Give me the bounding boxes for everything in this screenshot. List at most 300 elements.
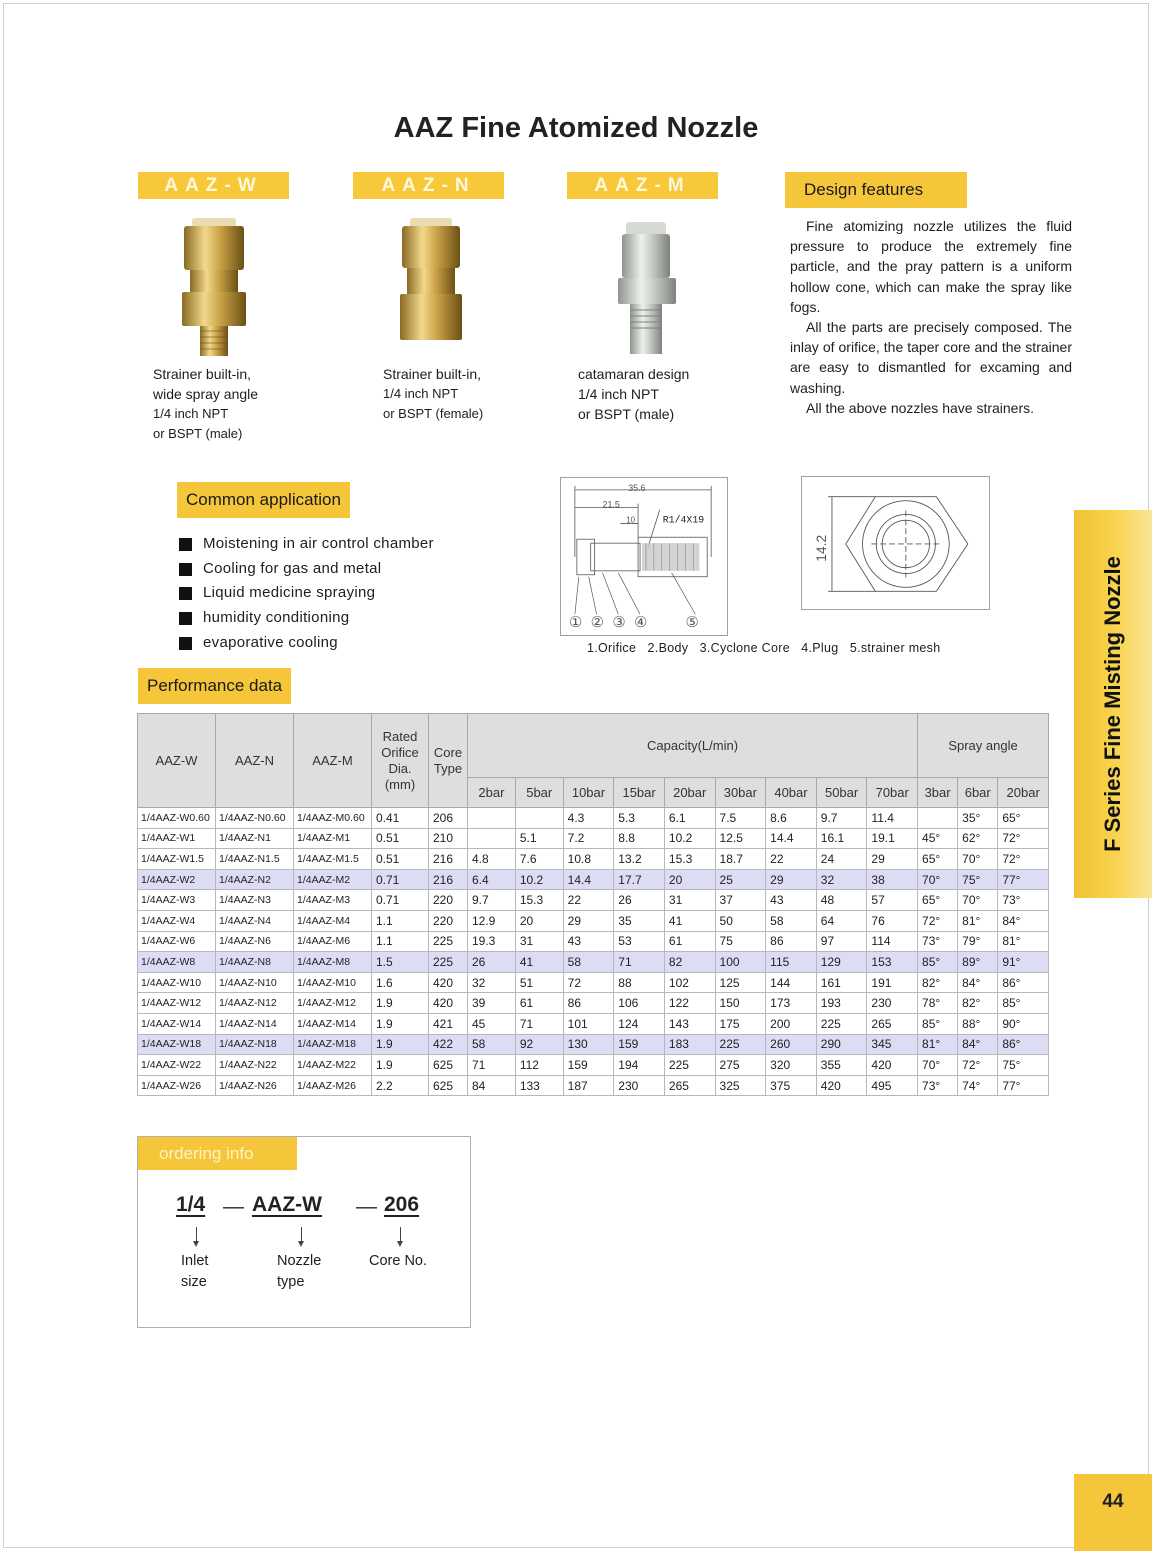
table-cell: 1/4AAZ-N1.5 [216,849,294,870]
table-cell: 84° [958,1034,998,1055]
table-cell: 420 [816,1075,867,1096]
header-line: Core [433,744,463,760]
table-cell: 173 [766,993,817,1014]
table-cell: 10.2 [515,869,563,890]
table-cell: 86 [563,993,614,1014]
col-header-bar: 2bar [468,778,516,808]
table-cell: 265 [867,1013,918,1034]
table-cell: 8.8 [614,828,665,849]
table-row [138,869,1049,890]
table-cell: 625 [429,1055,468,1076]
table-cell: 200 [766,1013,817,1034]
aaz-w-nozzle-photo [178,218,250,358]
table-cell: 320 [766,1055,817,1076]
table-cell: 88° [958,1013,998,1034]
table-cell: 72° [918,910,958,931]
list-item [179,581,434,606]
table-cell: 41 [515,952,563,973]
table-cell: 1/4AAZ-N0.60 [216,808,294,829]
table-cell: 84° [958,972,998,993]
desc-line: 1/4 inch NPT [153,406,229,421]
table-cell: 73° [918,1075,958,1096]
col-header-bar: 20bar [664,778,715,808]
desc-line: or BSPT (male) [153,426,243,441]
table-cell: 1/4AAZ-W1 [138,828,216,849]
square-bullet-icon [179,637,192,650]
table-cell: 61 [664,931,715,952]
square-bullet-icon [179,538,192,551]
part-3-marker: ③ [612,614,626,632]
col-header-bar: 70bar [867,778,918,808]
table-cell: 72 [563,972,614,993]
col-header-orifice [372,714,429,808]
table-cell: 420 [429,993,468,1014]
series-side-bar [1074,510,1152,898]
header-line: Orifice [381,744,419,760]
table-cell: 6.4 [468,869,516,890]
col-header-angle-bar: 3bar [918,778,958,808]
table-cell: 1/4AAZ-M6 [294,931,372,952]
table-cell: 194 [614,1055,665,1076]
table-cell: 0.71 [372,890,429,911]
table-cell: 1.1 [372,931,429,952]
table-cell: 1/4AAZ-M18 [294,1034,372,1055]
table-cell: 0.51 [372,849,429,870]
table-cell: 82 [664,952,715,973]
table-cell: 114 [867,931,918,952]
table-cell: 81° [958,910,998,931]
table-cell: 133 [515,1075,563,1096]
table-cell: 422 [429,1034,468,1055]
part-2-marker: ② [590,614,604,632]
table-cell: 1/4AAZ-N18 [216,1034,294,1055]
table-row [138,849,1049,870]
table-cell: 86° [998,972,1049,993]
table-cell: 106 [614,993,665,1014]
performance-table [137,713,1049,1096]
table-cell: 191 [867,972,918,993]
table-cell: 1/4AAZ-N22 [216,1055,294,1076]
table-cell: 12.9 [468,910,516,931]
table-cell: 85° [918,952,958,973]
table-cell: 1/4AAZ-W3 [138,890,216,911]
table-cell: 22 [766,849,817,870]
table-cell: 92 [515,1034,563,1055]
design-features-text [790,216,1072,418]
table-cell: 76 [867,910,918,931]
aaz-w-description [153,364,258,444]
table-cell: 159 [563,1055,614,1076]
table-cell: 61 [515,993,563,1014]
table-cell: 1/4AAZ-M4 [294,910,372,931]
header-line: Dia. [388,760,412,776]
list-item-label: Liquid medicine spraying [203,584,376,602]
table-cell: 25 [715,869,766,890]
col-header-angle-bar: 6bar [958,778,998,808]
aaz-n-nozzle-photo [396,218,466,342]
table-row [138,1013,1049,1034]
table-cell: 210 [429,828,468,849]
table-cell: 1/4AAZ-W10 [138,972,216,993]
col-header-aaz-n: AAZ-N [216,714,294,808]
table-cell: 39 [468,993,516,1014]
aaz-m-description [578,364,689,424]
part-5-marker: ⑤ [685,614,699,632]
table-cell: 1/4AAZ-M0.60 [294,808,372,829]
table-cell: 90° [998,1013,1049,1034]
table-cell: 275 [715,1055,766,1076]
table-cell: 1/4AAZ-N14 [216,1013,294,1034]
nozzle-type-label [277,1251,321,1293]
header-line: (mm) [384,776,416,792]
series-title: F Series Fine Misting Nozzle [1100,556,1125,852]
table-cell: 1.9 [372,1055,429,1076]
table-cell: 187 [563,1075,614,1096]
table-cell: 7.6 [515,849,563,870]
desc-line: or BSPT (male) [578,406,675,422]
table-cell: 17.7 [614,869,665,890]
table-cell: 32 [816,869,867,890]
table-cell: 1/4AAZ-N8 [216,952,294,973]
desc-line: Strainer built-in, [383,366,482,382]
application-list [179,532,434,656]
list-item-label: evaporative cooling [203,633,338,651]
table-cell: 4.8 [468,849,516,870]
table-cell: 86° [998,1034,1049,1055]
table-cell: 1.6 [372,972,429,993]
table-cell: 6.1 [664,808,715,829]
table-cell: 71 [614,952,665,973]
col-header-core [429,714,468,808]
parts-legend: 1.Orifice 2.Body 3.Cyclone Core 4.Plug 5.strainer mesh [587,641,941,655]
table-cell: 1/4AAZ-N12 [216,993,294,1014]
table-cell: 1/4AAZ-M10 [294,972,372,993]
aaz-n-description [383,364,483,424]
order-code-core: 206 [384,1193,420,1216]
table-cell: 38 [867,869,918,890]
performance-data-heading: Performance data [138,668,291,704]
table-cell: 64 [816,910,867,931]
table-cell: 355 [816,1055,867,1076]
table-cell: 1/4AAZ-W4 [138,910,216,931]
part-4-marker: ④ [634,614,648,632]
table-cell: 72° [998,849,1049,870]
table-cell: 265 [664,1075,715,1096]
table-cell: 57 [867,890,918,911]
table-row [138,993,1049,1014]
table-cell: 101 [563,1013,614,1034]
list-item [179,606,434,631]
table-cell: 58 [563,952,614,973]
down-arrow-icon [400,1227,401,1245]
table-cell: 16.1 [816,828,867,849]
table-cell: 420 [867,1055,918,1076]
table-cell: 1.9 [372,1034,429,1055]
table-cell: 1/4AAZ-N2 [216,869,294,890]
table-cell: 58 [468,1034,516,1055]
table-cell: 48 [816,890,867,911]
table-cell: 102 [664,972,715,993]
common-application-heading: Common application [177,482,350,518]
performance-table-body [138,808,1049,1096]
table-cell: 75° [998,1055,1049,1076]
table-cell: 1/4AAZ-W6 [138,931,216,952]
list-item-label: humidity conditioning [203,609,350,627]
table-cell: 70° [958,849,998,870]
table-cell [468,808,516,829]
list-item [179,557,434,582]
table-cell: 11.4 [867,808,918,829]
table-cell: 1/4AAZ-M1 [294,828,372,849]
header-line: Type [433,760,463,776]
table-cell: 1/4AAZ-W14 [138,1013,216,1034]
table-cell: 1/4AAZ-W8 [138,952,216,973]
table-cell: 15.3 [664,849,715,870]
dim-mid-label: 21.5 [602,499,620,510]
table-cell: 41 [664,910,715,931]
table-cell: 625 [429,1075,468,1096]
table-cell: 31 [664,890,715,911]
table-cell: 150 [715,993,766,1014]
table-cell: 43 [766,890,817,911]
dim-hex-label: 14.2 [814,534,830,562]
table-cell: 1/4AAZ-M2 [294,869,372,890]
table-row [138,828,1049,849]
table-cell: 225 [429,952,468,973]
table-cell: 45 [468,1013,516,1034]
table-cell: 495 [867,1075,918,1096]
design-features-heading: Design features [785,172,967,208]
table-cell: 26 [468,952,516,973]
table-cell: 45° [918,828,958,849]
table-cell: 82° [918,972,958,993]
label-line: Nozzle [277,1253,322,1269]
table-cell: 290 [816,1034,867,1055]
aaz-m-nozzle-photo [610,222,690,358]
table-cell: 24 [816,849,867,870]
table-cell: 18.7 [715,849,766,870]
table-cell: 75 [715,931,766,952]
table-cell: 10.2 [664,828,715,849]
table-cell: 1/4AAZ-W26 [138,1075,216,1096]
table-cell: 14.4 [563,869,614,890]
col-header-bar: 10bar [563,778,614,808]
square-bullet-icon [179,587,192,600]
table-cell: 1/4AAZ-M3 [294,890,372,911]
table-row [138,972,1049,993]
table-cell: 97 [816,931,867,952]
list-item [179,532,434,557]
col-header-aaz-m: AAZ-M [294,714,372,808]
table-cell: 89° [958,952,998,973]
table-cell: 220 [429,890,468,911]
table-cell: 73° [998,890,1049,911]
table-cell: 4.3 [563,808,614,829]
table-cell: 65° [998,808,1049,829]
table-row [138,1055,1049,1076]
table-cell: 35 [614,910,665,931]
table-cell: 22 [563,890,614,911]
table-cell: 79° [958,931,998,952]
list-item-label: Cooling for gas and metal [203,559,382,577]
table-cell: 62° [958,828,998,849]
table-cell: 225 [664,1055,715,1076]
table-row [138,890,1049,911]
table-cell: 85° [918,1013,958,1034]
table-cell: 86 [766,931,817,952]
table-cell: 9.7 [816,808,867,829]
page-title: AAZ Fine Atomized Nozzle [393,112,759,144]
table-cell: 72° [958,1055,998,1076]
table-cell: 31 [515,931,563,952]
table-cell: 7.5 [715,808,766,829]
table-cell [468,828,516,849]
table-cell: 77° [998,869,1049,890]
order-code-dash: — [356,1195,377,1218]
table-row [138,910,1049,931]
table-cell: 100 [715,952,766,973]
table-cell: 10.8 [563,849,614,870]
table-cell: 29 [766,869,817,890]
table-cell: 71 [468,1055,516,1076]
table-cell: 29 [563,910,614,931]
tab-aaz-w: AAZ-W [138,172,289,199]
table-cell: 91° [998,952,1049,973]
table-cell: 0.71 [372,869,429,890]
table-cell: 375 [766,1075,817,1096]
table-cell: 20 [515,910,563,931]
table-cell: 29 [867,849,918,870]
table-cell: 77° [998,1075,1049,1096]
table-cell: 1/4AAZ-M26 [294,1075,372,1096]
col-header-angle-bar: 20bar [998,778,1049,808]
table-cell: 1/4AAZ-M22 [294,1055,372,1076]
table-cell: 1/4AAZ-W22 [138,1055,216,1076]
table-cell: 70° [918,1055,958,1076]
desc-line: or BSPT (female) [383,406,484,421]
table-cell: 88 [614,972,665,993]
thread-label: R1/4X19 [662,514,705,526]
table-cell: 0.41 [372,808,429,829]
table-cell: 161 [816,972,867,993]
table-cell: 50 [715,910,766,931]
table-cell: 220 [429,910,468,931]
table-cell: 37 [715,890,766,911]
table-cell: 1/4AAZ-W0.60 [138,808,216,829]
table-cell: 51 [515,972,563,993]
table-cell: 175 [715,1013,766,1034]
col-header-bar: 30bar [715,778,766,808]
table-cell: 1.9 [372,1013,429,1034]
table-cell: 1.5 [372,952,429,973]
table-cell: 65° [918,849,958,870]
table-cell: 130 [563,1034,614,1055]
design-paragraph: All the parts are precisely composed. The inlay of orifice, the taper core and the strainer are easy to dismantled for excaming and washing. [790,319,1072,396]
order-code-type: AAZ-W [252,1193,322,1216]
table-cell: 12.5 [715,828,766,849]
square-bullet-icon [179,563,192,576]
table-cell: 74° [958,1075,998,1096]
table-cell: 84° [998,910,1049,931]
section-drawing [560,477,728,636]
table-cell: 78° [918,993,958,1014]
table-cell: 153 [867,952,918,973]
col-header-spray-angle: Spray angle [918,714,1049,778]
table-cell [515,808,563,829]
table-cell: 143 [664,1013,715,1034]
table-cell: 58 [766,910,817,931]
table-cell: 129 [816,952,867,973]
col-header-bar: 15bar [614,778,665,808]
table-cell: 1/4AAZ-N26 [216,1075,294,1096]
label-line: Inlet [181,1253,209,1269]
label-line: size [181,1274,207,1290]
hex-end-drawing [801,476,990,610]
desc-line: wide spray angle [153,386,259,402]
table-cell: 43 [563,931,614,952]
table-cell: 85° [998,993,1049,1014]
table-cell: 5.3 [614,808,665,829]
table-cell: 0.51 [372,828,429,849]
table-cell: 159 [614,1034,665,1055]
table-cell: 65° [918,890,958,911]
table-cell [918,808,958,829]
table-cell: 1.9 [372,993,429,1014]
table-cell: 53 [614,931,665,952]
table-cell: 1/4AAZ-M8 [294,952,372,973]
table-cell: 75° [958,869,998,890]
table-cell: 1/4AAZ-W12 [138,993,216,1014]
table-cell: 325 [715,1075,766,1096]
table-cell: 206 [429,808,468,829]
tab-aaz-n: AAZ-N [353,172,504,199]
page-number: 44 [1074,1474,1152,1551]
table-cell: 19.3 [468,931,516,952]
table-cell: 112 [515,1055,563,1076]
table-cell: 2.2 [372,1075,429,1096]
table-cell: 81° [918,1034,958,1055]
table-cell: 13.2 [614,849,665,870]
table-cell: 144 [766,972,817,993]
down-arrow-icon [196,1227,197,1245]
table-cell: 70° [958,890,998,911]
table-cell: 1.1 [372,910,429,931]
table-cell: 125 [715,972,766,993]
col-header-bar: 50bar [816,778,867,808]
table-cell: 230 [614,1075,665,1096]
table-cell: 32 [468,972,516,993]
desc-line: catamaran design [578,366,690,382]
table-cell: 1/4AAZ-W1.5 [138,849,216,870]
col-header-bar: 5bar [515,778,563,808]
table-cell: 1/4AAZ-W2 [138,869,216,890]
table-cell: 225 [715,1034,766,1055]
table-cell: 35° [958,808,998,829]
table-cell: 421 [429,1013,468,1034]
desc-line: Strainer built-in, [153,366,252,382]
col-header-aaz-w: AAZ-W [138,714,216,808]
dim-small-label: 10 [626,515,635,525]
ordering-info-box [137,1136,471,1328]
table-cell: 15.3 [515,890,563,911]
table-cell: 1/4AAZ-W18 [138,1034,216,1055]
table-cell: 1/4AAZ-N4 [216,910,294,931]
dim-total-label: 35.6 [628,482,646,493]
desc-line: 1/4 inch NPT [383,386,459,401]
table-row [138,1075,1049,1096]
design-paragraph: All the above nozzles have strainers. [806,399,1035,416]
table-cell: 216 [429,869,468,890]
